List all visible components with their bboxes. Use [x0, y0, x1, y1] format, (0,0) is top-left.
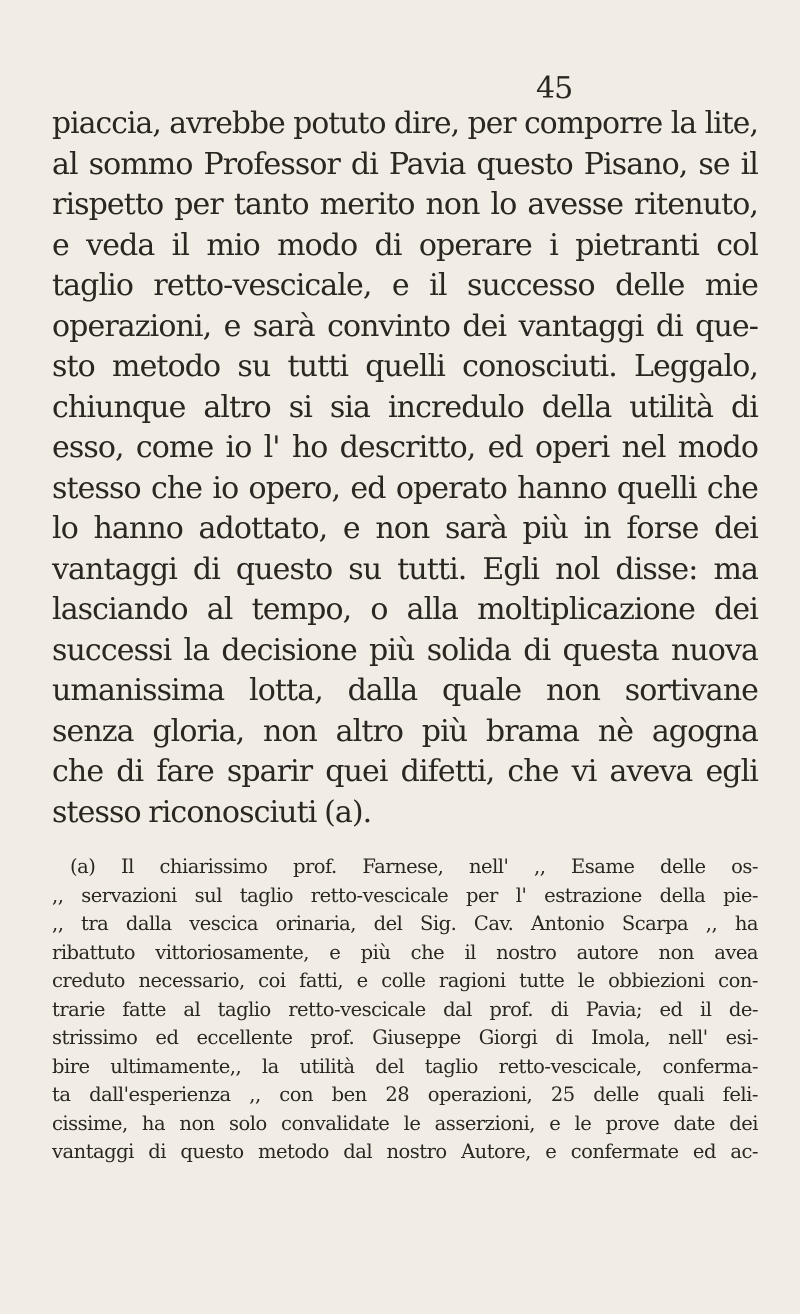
body-line: lo hanno adottato, e non sarà più in forse dei: [52, 511, 758, 546]
footnote-line: trarie fatte al taglio retto-vescicale dal prof. di Pavia; ed il de-: [52, 997, 758, 1021]
body-line: e veda il mio modo di operare i pietranti col: [52, 227, 758, 263]
footnote-line: strissimo ed eccellente prof. Giuseppe Giorgi di Imola, nell' esi-: [52, 1026, 758, 1049]
footnote-line: ,, tra dalla vescica orinaria, del Sig. Cav. Antonio Scarpa ,, ha: [52, 912, 758, 935]
footnote-line: (a) Il chiarissimo prof. Farnese, nell' ,, Esame delle os-: [70, 855, 758, 878]
footnote-line: creduto necessario, coi fatti, e colle ragioni tutte le obbiezioni con-: [52, 969, 758, 992]
body-line: stesso che io opero, ed operato hanno quelli che: [52, 470, 758, 506]
footnote-line: cissime, ha non solo convalidate le asserzioni, e le prove date dei: [52, 1111, 758, 1135]
page-number: 45: [536, 71, 573, 106]
body-line: lasciando al tempo, o alla moltiplicazione dei: [52, 592, 758, 627]
body-line: al sommo Professor di Pavia questo Pisano, se il: [52, 146, 758, 182]
body-line: esso, come io l' ho descritto, ed operi nel modo: [52, 430, 758, 465]
body-line: che di fare sparir quei difetti, che vi aveva egli: [52, 754, 758, 789]
body-line: stesso riconosciuti (a).: [52, 794, 372, 830]
footnote-line: ,, servazioni sul taglio retto-vescicale per l' estrazione della pie-: [52, 883, 758, 907]
body-text: [52, 104, 758, 833]
body-line: senza gloria, non altro più brama nè agogna: [52, 713, 758, 749]
footnote: [52, 853, 758, 1167]
footnote-line: ribattuto vittoriosamente, e più che il nostro autore non avea: [52, 940, 758, 964]
body-line: sto metodo su tutti quelli conosciuti. Leggalo,: [52, 349, 758, 384]
body-line: umanissima lotta, dalla quale non sortivane: [52, 673, 758, 708]
body-line: rispetto per tanto merito non lo avesse ritenuto,: [52, 187, 758, 222]
footnote-line: vantaggi di questo metodo dal nostro Autore, e confermate ed ac-: [52, 1140, 758, 1163]
footnote-line: bire ultimamente,, la utilità del taglio retto-vescicale, conferma-: [52, 1054, 758, 1078]
body-line: operazioni, e sarà convinto dei vantaggi di que-: [52, 308, 758, 344]
body-line: chiunque altro si sia incredulo della utilità di: [52, 389, 758, 425]
body-line: taglio retto-vescicale, e il successo delle mie: [52, 268, 758, 303]
body-line: successi la decisione più solida di questa nuova: [52, 632, 758, 668]
body-line: piaccia, avrebbe potuto dire, per comporre la lite,: [52, 106, 758, 141]
footnote-line: ta dall'esperienza ,, con ben 28 operazioni, 25 delle quali feli-: [52, 1083, 758, 1106]
body-line: vantaggi di questo su tutti. Egli nol disse: ma: [52, 551, 758, 587]
